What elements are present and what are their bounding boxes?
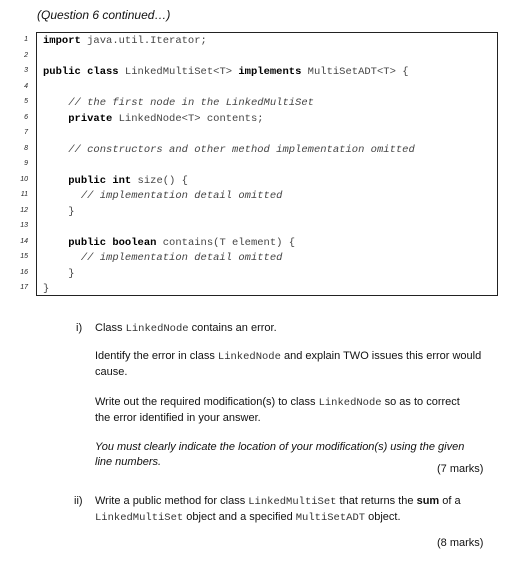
code-token: MultiSetADT<T> { xyxy=(301,66,409,78)
code-comment: // implementation detail omitted xyxy=(80,190,283,202)
code-line xyxy=(4,280,494,296)
code-text xyxy=(43,175,188,187)
part-ii-label: ii) xyxy=(74,495,83,507)
code-listing xyxy=(4,32,494,296)
line-number: 15 xyxy=(20,253,28,260)
code-text xyxy=(43,66,409,78)
code-line xyxy=(4,94,494,110)
part-i-identify: Identify the error in class LinkedNode and explain TWO issues this error would cause. xyxy=(95,350,482,378)
code-text xyxy=(43,283,49,295)
code-line xyxy=(4,125,494,141)
code-token: } xyxy=(43,283,50,295)
code-text xyxy=(43,35,207,47)
code-line xyxy=(4,187,494,203)
code-text xyxy=(43,206,75,218)
code-line xyxy=(4,265,494,281)
code-token: LinkedMultiSet<T> xyxy=(118,66,239,78)
code-text xyxy=(43,190,282,202)
part-i-instruction: You must clearly indicate the location of your modification(s) using the given line numbers. xyxy=(95,441,465,468)
code-line xyxy=(4,63,494,79)
line-number: 8 xyxy=(24,144,28,152)
code-line xyxy=(4,218,494,234)
code-line xyxy=(4,79,494,95)
part-ii-text: Write a public method for class LinkedMultiSet that returns the sum of a LinkedMultiSet object and a specified MultiSetADT object. xyxy=(95,495,461,524)
code-line xyxy=(4,156,494,172)
code-comment: // implementation detail omitted xyxy=(80,252,283,264)
code-token: } xyxy=(68,205,75,218)
part-i-modify: Write out the required modification(s) to class LinkedNode so as to correct the error identified in your answer. xyxy=(95,396,460,424)
part-i-intro: Class LinkedNode contains an error. xyxy=(95,322,277,335)
line-number: 1 xyxy=(24,36,28,43)
line-number: 13 xyxy=(20,222,28,229)
line-number: 11 xyxy=(20,191,28,198)
code-token: size() { xyxy=(131,174,188,187)
code-keyword: public boolean xyxy=(68,236,157,249)
line-number: 16 xyxy=(20,268,28,276)
code-line xyxy=(4,249,494,265)
code-line xyxy=(4,141,494,157)
code-keyword: private xyxy=(68,112,113,125)
line-number: 2 xyxy=(24,51,28,59)
code-token: java.util.Iterator; xyxy=(80,35,207,47)
line-number: 17 xyxy=(20,284,28,291)
code-keyword: implements xyxy=(238,66,302,78)
code-keyword: public class xyxy=(43,66,119,78)
code-keyword: import xyxy=(43,35,81,47)
code-text xyxy=(43,97,314,109)
code-line xyxy=(4,234,494,250)
code-line xyxy=(4,48,494,64)
code-keyword: public int xyxy=(68,174,132,187)
code-text xyxy=(43,113,264,125)
line-number: 9 xyxy=(24,160,28,167)
continued-heading: (Question 6 continued…) xyxy=(37,8,171,22)
code-line xyxy=(4,110,494,126)
code-text xyxy=(43,268,75,280)
part-ii-marks: (8 marks) xyxy=(437,537,484,549)
line-number: 3 xyxy=(24,67,28,74)
code-token: contains(T element) { xyxy=(156,236,296,249)
code-line xyxy=(4,203,494,219)
code-line xyxy=(4,172,494,188)
part-i-marks: (7 marks) xyxy=(437,463,484,475)
line-number: 12 xyxy=(20,206,28,214)
code-line xyxy=(4,32,494,48)
code-comment: // the first node in the LinkedMultiSet xyxy=(68,97,314,109)
line-number: 5 xyxy=(24,98,28,105)
code-text xyxy=(43,144,415,156)
line-number: 4 xyxy=(24,82,28,90)
code-text xyxy=(43,237,295,249)
code-text xyxy=(43,252,282,264)
line-number: 7 xyxy=(24,129,28,136)
line-number: 14 xyxy=(20,237,28,245)
part-i-label: i) xyxy=(76,322,83,334)
code-lines xyxy=(4,32,494,296)
code-token: LinkedNode<T> contents; xyxy=(112,112,264,125)
line-number: 10 xyxy=(20,175,28,183)
code-token: } xyxy=(68,267,75,280)
line-number: 6 xyxy=(24,113,28,121)
code-comment: // constructors and other method implementation omitted xyxy=(68,143,415,156)
